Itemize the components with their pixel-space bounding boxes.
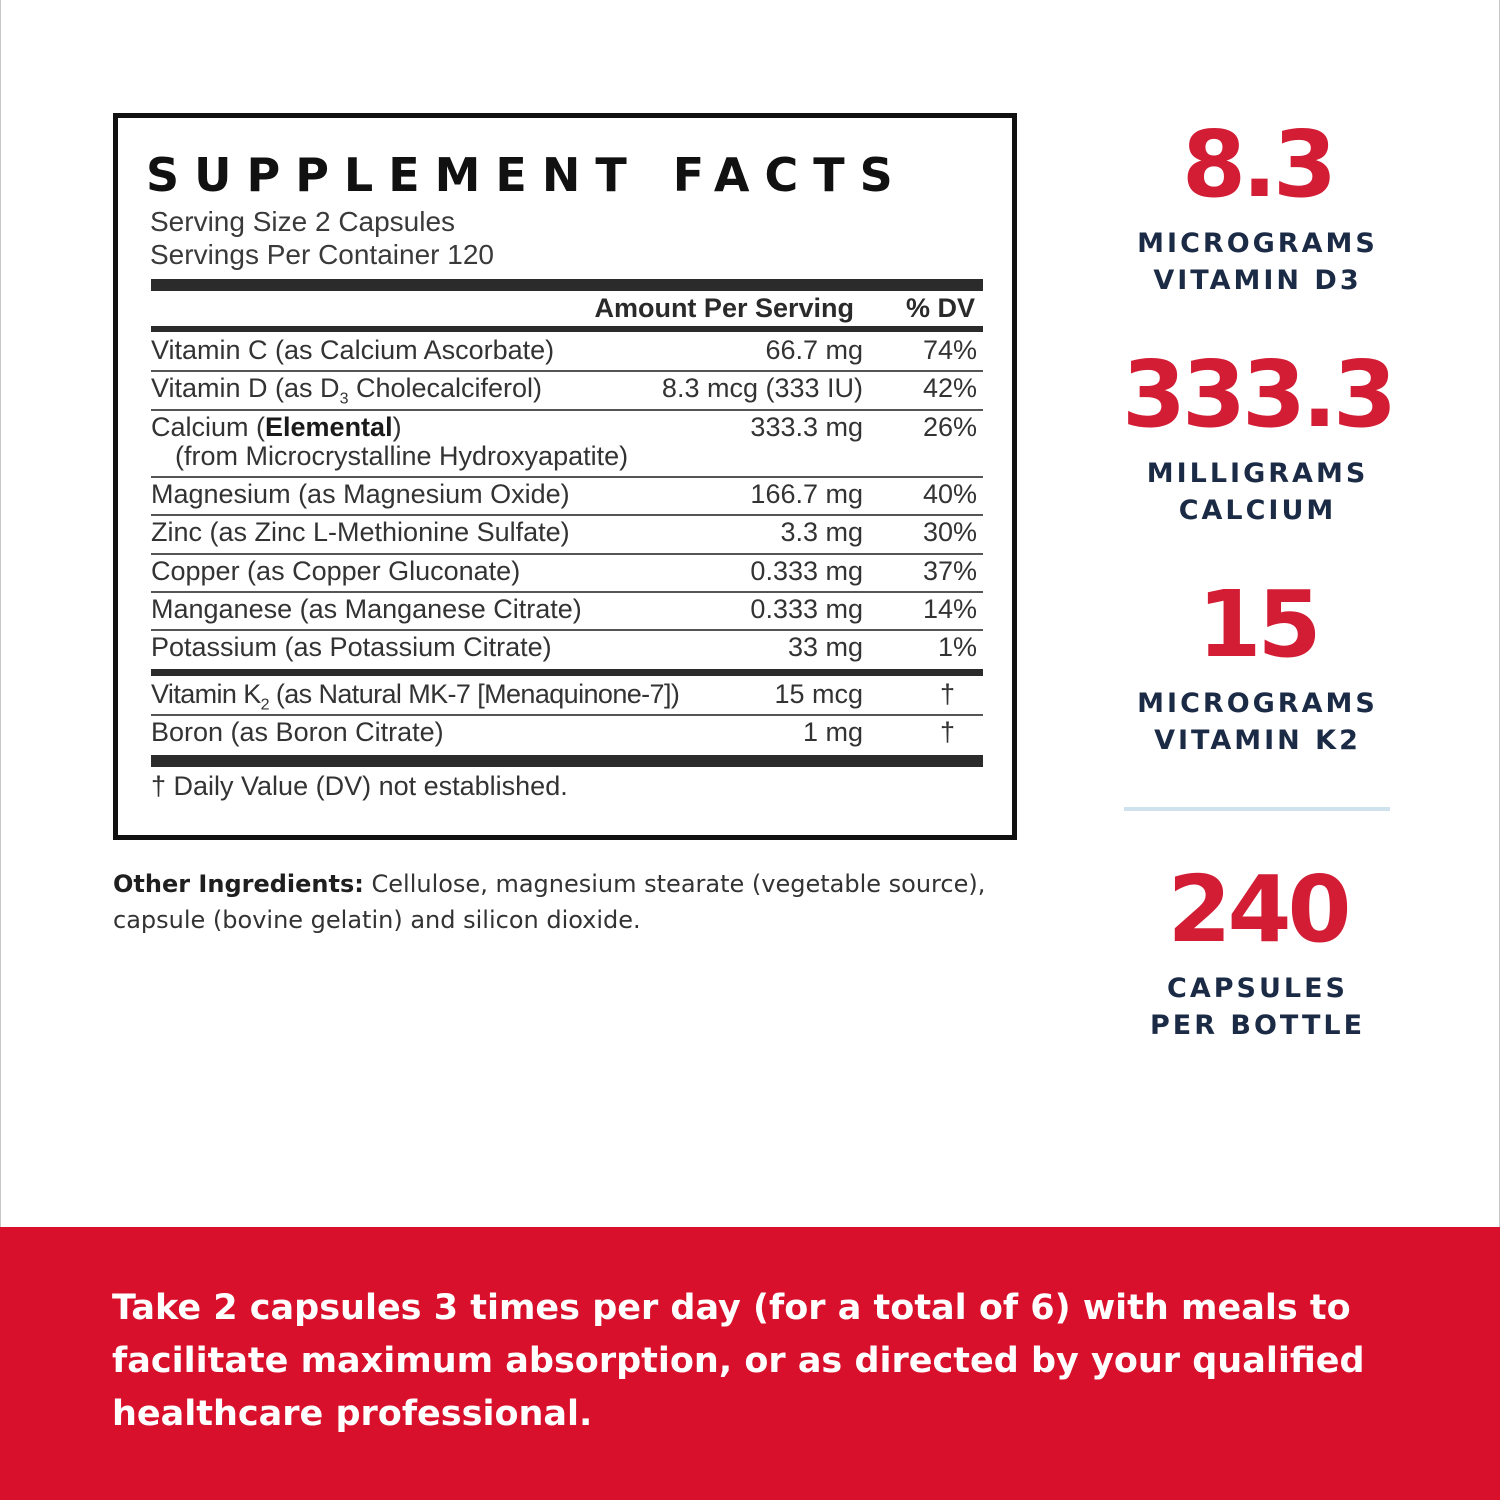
nutrient-amount: 0.333 mg: [750, 594, 863, 624]
table-row: [151, 678, 983, 716]
nutrient-dv: 30%: [922, 517, 977, 547]
nutrient-amount: 8.3 mcg (333 IU): [661, 373, 863, 403]
nutrient-name: Calcium (Elemental): [151, 412, 402, 442]
table-row: [151, 516, 983, 555]
serving-size: Serving Size 2 Capsules: [150, 206, 456, 237]
medium-divider: [151, 669, 983, 676]
nutrient-amount: 66.7 mg: [765, 335, 863, 365]
stat-label-line1: CAPSULES: [1167, 973, 1348, 1004]
other-ingredients-text: Cellulose, magnesium stearate (vegetable source), capsule (bovine gelatin) and silicon dioxide.: [113, 870, 986, 934]
nutrient-name: Vitamin C (as Calcium Ascorbate): [151, 335, 555, 365]
stat-label-line1: MICROGRAMS: [1137, 688, 1378, 719]
stat-label-line1: MILLIGRAMS: [1146, 458, 1369, 489]
header-dv: % DV: [905, 293, 975, 323]
nutrient-name: Manganese (as Manganese Citrate): [151, 594, 582, 624]
table-row: [151, 555, 983, 593]
table-row: [151, 372, 983, 411]
facts-title: SUPPLEMENT FACTS: [146, 148, 908, 202]
nutrient-amount: 166.7 mg: [750, 479, 863, 509]
nutrient-source: (from Microcrystalline Hydroxyapatite): [175, 441, 629, 471]
nutrient-dv: †: [939, 717, 955, 747]
nutrient-dv: 1%: [937, 632, 977, 662]
nutrient-dv: 14%: [922, 594, 977, 624]
nutrient-name: Vitamin $K_2$ (as Natural MK-7 [Menaquinone-7]): [151, 679, 680, 714]
stat-label-line2: CALCIUM: [1178, 495, 1337, 526]
header-amount: Amount Per Serving: [594, 293, 854, 323]
nutrient-amount: 1 mg: [802, 717, 863, 747]
other-ingredients: [113, 866, 1013, 938]
table-row: [151, 478, 983, 516]
nutrient-name: Vitamin D (as $D_3$ Cholecalciferol): [151, 373, 543, 408]
servings-per-container: Servings Per Container 120: [150, 239, 494, 270]
directions-banner: [0, 1227, 1500, 1500]
other-ingredients-label: Other Ingredients:: [113, 870, 364, 898]
nutrient-amount: 0.333 mg: [750, 556, 863, 586]
table-row: [151, 411, 983, 478]
stats-divider: [1124, 807, 1390, 811]
nutrient-name: Magnesium (as Magnesium Oxide): [151, 479, 570, 509]
table-row: [151, 593, 983, 631]
stat-number-capsules: 240: [1167, 856, 1348, 963]
nutrient-name: Potassium (as Potassium Citrate): [151, 632, 552, 662]
nutrient-dv: 37%: [922, 556, 977, 586]
nutrient-dv: †: [939, 679, 955, 709]
thick-divider: [151, 279, 983, 291]
stat-label-line2: PER BOTTLE: [1149, 1010, 1366, 1041]
nutrient-name: Zinc (as Zinc L-Methionine Sulfate): [151, 517, 570, 547]
thick-divider: [151, 755, 983, 767]
nutrient-dv: 42%: [922, 373, 977, 403]
medium-divider: [151, 326, 983, 332]
stat-label-line1: MICROGRAMS: [1137, 228, 1378, 259]
nutrient-dv: 74%: [922, 335, 977, 365]
footnote: † Daily Value (DV) not established.: [151, 771, 568, 801]
stat-number-calcium: 333.3: [1121, 341, 1393, 448]
nutrient-amount: 333.3 mg: [750, 412, 863, 442]
nutrient-amount: 33 mg: [787, 632, 863, 662]
table-row: [151, 716, 983, 754]
directions-text: Take 2 capsules 3 times per day (for a total of 6) with meals to facilitate maximum absorption, or as directed by your qualified healthcare professional.: [112, 1288, 1365, 1434]
stat-number-vitamin-d3: 8.3: [1182, 111, 1333, 218]
nutrient-dv: 26%: [922, 412, 977, 442]
stat-label-line2: VITAMIN D3: [1153, 265, 1362, 296]
table-row: [151, 631, 983, 668]
supplement-facts-panel: [113, 113, 1017, 840]
stat-number-vitamin-k2: 15: [1197, 571, 1318, 678]
nutrient-amount: 3.3 mg: [780, 517, 863, 547]
table-row: [151, 334, 983, 372]
nutrient-dv: 40%: [922, 479, 977, 509]
nutrient-amount: 15 mcg: [774, 679, 863, 709]
stat-label-line2: VITAMIN K2: [1154, 725, 1361, 756]
nutrient-name: Copper (as Copper Gluconate): [151, 556, 521, 586]
nutrient-name: Boron (as Boron Citrate): [151, 717, 444, 747]
